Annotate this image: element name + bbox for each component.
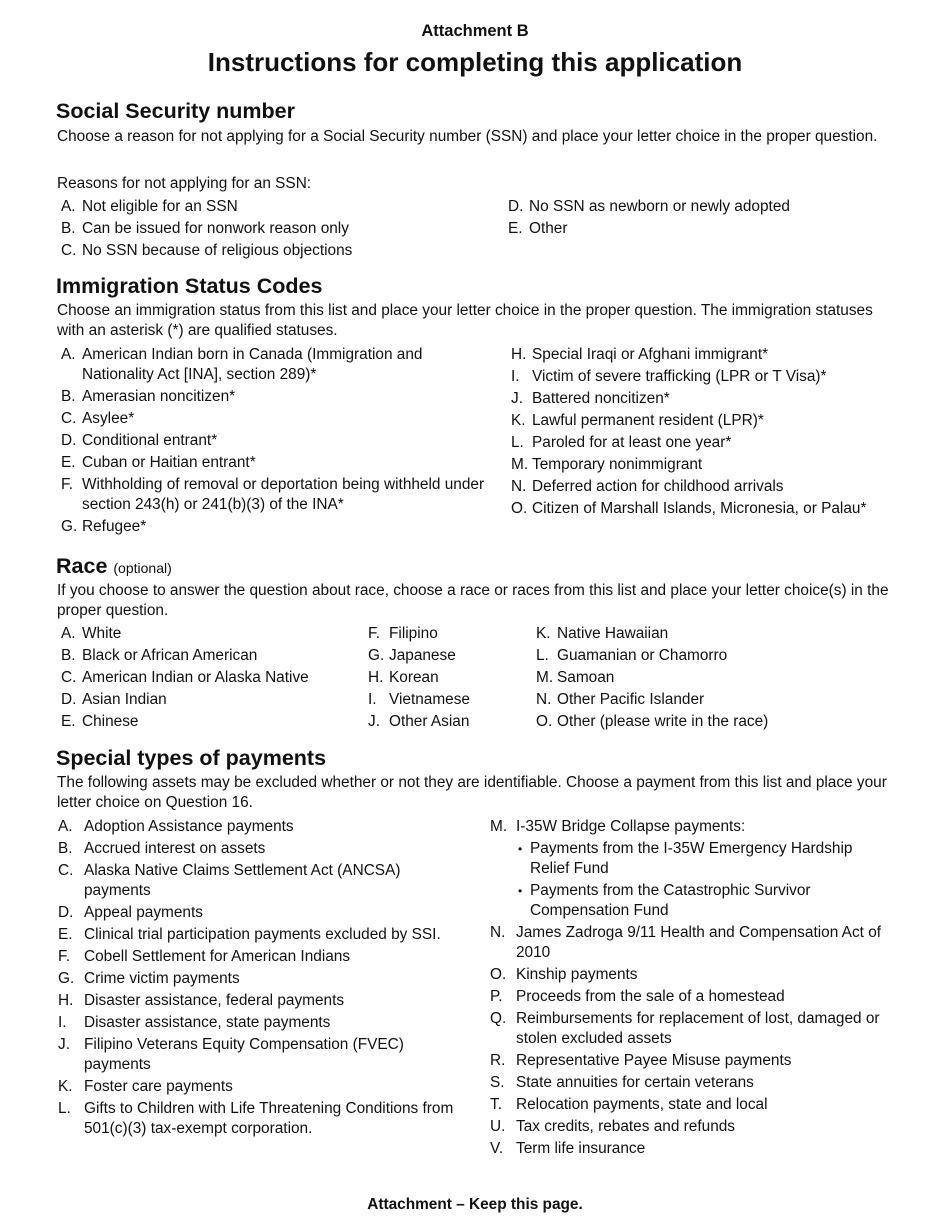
list-item [57, 712, 357, 732]
item-text: Other (please write in the race) [557, 713, 769, 730]
item-letter: C. [61, 242, 77, 259]
item-text: Term life insurance [516, 1140, 646, 1157]
list-item [507, 389, 867, 409]
item-text: Japanese [389, 647, 456, 664]
list-item [57, 409, 487, 429]
item-letter: U. [490, 1118, 506, 1135]
item-letter: L. [536, 647, 549, 664]
item-letter: F. [368, 625, 380, 642]
list-item [57, 646, 357, 666]
item-letter: O. [490, 966, 507, 983]
list-item [57, 219, 477, 239]
list-item [57, 1013, 467, 1033]
list-item [57, 817, 467, 837]
item-text: American Indian born in Canada (Immigration and Nationality Act [INA], section 289)* [82, 346, 423, 383]
item-text: No SSN because of religious objections [82, 242, 353, 259]
item-text: Cobell Settlement for American Indians [84, 948, 351, 965]
item-letter: L. [58, 1100, 71, 1117]
item-letter: A. [58, 818, 73, 835]
list-item [57, 991, 467, 1011]
item-text: Cuban or Haitian entrant* [82, 454, 256, 471]
item-text: State annuities for certain veterans [516, 1074, 754, 1091]
list-item [57, 387, 487, 407]
item-text: Victim of severe trafficking (LPR or T Visa)* [532, 368, 827, 385]
item-text: Guamanian or Chamorro [557, 647, 728, 664]
list-item [57, 1099, 467, 1139]
item-letter: D. [61, 432, 77, 449]
race-optional-note: (optional) [113, 560, 172, 576]
item-letter: A. [61, 198, 76, 215]
bullet-icon: • [518, 842, 523, 856]
item-letter: P. [490, 988, 503, 1005]
item-letter: N. [511, 478, 527, 495]
item-text: Reimbursements for replacement of lost, damaged or stolen excluded assets [516, 1010, 880, 1047]
item-letter: J. [511, 390, 523, 407]
list-item [507, 367, 867, 387]
list-item [507, 455, 867, 475]
list-item [532, 624, 832, 644]
list-item [57, 690, 357, 710]
item-letter: B. [58, 840, 73, 857]
list-item [57, 925, 467, 945]
item-text: Lawful permanent resident (LPR)* [532, 412, 764, 429]
list-item [57, 624, 357, 644]
item-letter: D. [508, 198, 524, 215]
item-text: White [82, 625, 122, 642]
list-item [489, 1095, 889, 1115]
item-letter: O. [536, 713, 553, 730]
ssn-intro: Choose a reason for not applying for a Social Security number (SSN) and place your letter choice in the proper question. [57, 128, 878, 145]
item-letter: I. [368, 691, 377, 708]
item-text: Kinship payments [516, 966, 638, 983]
item-text: Special Iraqi or Afghani immigrant* [532, 346, 769, 363]
bullet-item [516, 881, 889, 921]
item-text: Black or African American [82, 647, 258, 664]
item-letter: V. [490, 1140, 504, 1157]
list-item [507, 411, 867, 431]
item-text: Filipino [389, 625, 438, 642]
item-text: Amerasian noncitizen* [82, 388, 236, 405]
item-text: Native Hawaiian [557, 625, 669, 642]
list-item [364, 624, 524, 644]
item-letter: M. [511, 456, 529, 473]
bullet-icon: • [518, 884, 523, 898]
page-title: Instructions for completing this application [207, 47, 743, 77]
item-text: American Indian or Alaska Native [82, 669, 309, 686]
list-item [57, 475, 487, 515]
payments-heading: Special types of payments [56, 746, 327, 770]
list-item [364, 668, 524, 688]
list-item [57, 517, 487, 537]
bullet-text: Payments from the I-35W Emergency Hardship Relief Fund [530, 840, 853, 877]
immigration-intro: Choose an immigration status from this list and place your letter choice in the proper question. The immigration statuses with an asterisk (*) are qualified statuses. [57, 302, 873, 339]
item-text: Refugee* [82, 518, 147, 535]
item-letter: G. [61, 518, 78, 535]
item-text: Tax credits, rebates and refunds [516, 1118, 736, 1135]
item-text: Asian Indian [82, 691, 167, 708]
item-text: Chinese [82, 713, 139, 730]
item-letter: K. [536, 625, 551, 642]
m-item-bullets [516, 839, 889, 921]
item-letter: H. [58, 992, 74, 1009]
ssn-reasons-label: Reasons for not applying for an SSN: [57, 175, 312, 192]
item-text: Not eligible for an SSN [82, 198, 238, 215]
item-text: Other [529, 220, 568, 237]
item-text: Disaster assistance, state payments [84, 1014, 331, 1031]
item-text: Asylee* [82, 410, 135, 427]
item-letter: E. [58, 926, 73, 943]
item-letter: G. [368, 647, 385, 664]
list-item [489, 923, 889, 963]
list-item [507, 477, 867, 497]
list-item [57, 197, 477, 217]
item-text: Paroled for at least one year* [532, 434, 732, 451]
race-list-col1 [57, 624, 357, 734]
item-letter: D. [58, 904, 74, 921]
list-item [364, 712, 524, 732]
item-text: No SSN as newborn or newly adopted [529, 198, 790, 215]
item-text: Gifts to Children with Life Threatening Conditions from 501(c)(3) tax-exempt corporation. [84, 1100, 454, 1137]
list-item [532, 668, 832, 688]
item-text: Adoption Assistance payments [84, 818, 294, 835]
bullet-text: Payments from the Catastrophic Survivor Compensation Fund [530, 882, 811, 919]
list-item [57, 839, 467, 859]
list-item [489, 1073, 889, 1093]
item-text: Temporary nonimmigrant [532, 456, 703, 473]
item-letter: A. [61, 625, 76, 642]
list-item [57, 861, 467, 901]
item-text: Vietnamese [389, 691, 470, 708]
list-item [532, 646, 832, 666]
race-list-col2 [364, 624, 524, 734]
item-letter: B. [61, 388, 76, 405]
list-item [57, 947, 467, 967]
item-text: Withholding of removal or deportation being withheld under section 243(h) or 241(b)(3) of the INA* [82, 476, 485, 513]
list-item [532, 712, 832, 732]
item-text: Samoan [557, 669, 615, 686]
list-item [532, 690, 832, 710]
item-letter: I. [58, 1014, 67, 1031]
list-item [57, 1035, 467, 1075]
item-text: Other Pacific Islander [557, 691, 705, 708]
item-text: Conditional entrant* [82, 432, 218, 449]
item-text: Filipino Veterans Equity Compensation (FVEC) payments [84, 1036, 404, 1073]
item-letter: C. [61, 410, 77, 427]
item-letter: C. [61, 669, 77, 686]
attachment-label: Attachment B [421, 22, 529, 40]
item-letter: B. [61, 647, 76, 664]
item-text: Accrued interest on assets [84, 840, 266, 857]
item-letter: H. [368, 669, 384, 686]
item-text: Representative Payee Misuse payments [516, 1052, 792, 1069]
ssn-list-col1 [57, 197, 477, 263]
list-item [504, 197, 904, 217]
list-item [504, 219, 904, 239]
item-letter: L. [511, 434, 524, 451]
race-list-col3 [532, 624, 832, 734]
list-item [507, 345, 867, 365]
list-item [364, 646, 524, 666]
list-item [489, 817, 889, 921]
item-letter: N. [490, 924, 506, 941]
item-letter: E. [508, 220, 523, 237]
footer-note: Attachment – Keep this page. [367, 1196, 583, 1213]
item-letter: B. [61, 220, 76, 237]
ssn-list-col2 [504, 197, 904, 241]
list-item [489, 987, 889, 1007]
list-item [507, 433, 867, 453]
item-text: Deferred action for childhood arrivals [532, 478, 784, 495]
list-item [57, 345, 487, 385]
list-item [57, 453, 487, 473]
item-text: Can be issued for nonwork reason only [82, 220, 349, 237]
item-text: Disaster assistance, federal payments [84, 992, 345, 1009]
item-text: Foster care payments [84, 1078, 233, 1095]
item-letter: J. [368, 713, 380, 730]
list-item [57, 969, 467, 989]
item-letter: M. [490, 818, 508, 835]
item-letter: O. [511, 500, 528, 517]
race-heading [56, 553, 172, 581]
list-item [489, 1139, 889, 1159]
item-letter: T. [490, 1096, 502, 1113]
payments-list-col1 [57, 817, 467, 1141]
payments-list-col2-rest [489, 923, 889, 1161]
list-item [489, 1051, 889, 1071]
item-text: I-35W Bridge Collapse payments: [516, 818, 746, 835]
list-item [57, 431, 487, 451]
item-letter: S. [490, 1074, 505, 1091]
ssn-heading: Social Security number [56, 99, 295, 123]
item-letter: K. [58, 1078, 73, 1095]
item-text: Other Asian [389, 713, 470, 730]
immigration-heading: Immigration Status Codes [56, 274, 323, 298]
item-letter: F. [61, 476, 73, 493]
item-text: Relocation payments, state and local [516, 1096, 768, 1113]
item-text: Proceeds from the sale of a homestead [516, 988, 785, 1005]
item-letter: J. [58, 1036, 70, 1053]
item-text: Battered noncitizen* [532, 390, 670, 407]
list-item [489, 1009, 889, 1049]
item-letter: E. [61, 454, 76, 471]
item-letter: H. [511, 346, 527, 363]
item-letter: G. [58, 970, 75, 987]
item-letter: E. [61, 713, 76, 730]
item-text: Appeal payments [84, 904, 203, 921]
list-item [364, 690, 524, 710]
item-letter: Q. [490, 1010, 507, 1027]
list-item [489, 965, 889, 985]
list-item [57, 903, 467, 923]
item-text: Clinical trial participation payments excluded by SSI. [84, 926, 441, 943]
item-letter: R. [490, 1052, 506, 1069]
list-item [57, 1077, 467, 1097]
item-text: James Zadroga 9/11 Health and Compensation Act of 2010 [516, 924, 882, 961]
item-text: Korean [389, 669, 439, 686]
item-letter: K. [511, 412, 526, 429]
race-heading-text: Race [56, 554, 108, 578]
item-text: Citizen of Marshall Islands, Micronesia, or Palau* [532, 500, 867, 517]
race-intro: If you choose to answer the question about race, choose a race or races from this list and place your letter choice(s) in the proper question. [57, 582, 889, 619]
list-item [507, 499, 867, 519]
item-text: Crime victim payments [84, 970, 240, 987]
bullet-item [516, 839, 889, 879]
item-letter: N. [536, 691, 552, 708]
item-letter: F. [58, 948, 70, 965]
item-letter: C. [58, 862, 74, 879]
item-letter: A. [61, 346, 76, 363]
immigration-list-col2 [507, 345, 867, 521]
immigration-list-col1 [57, 345, 487, 539]
item-letter: D. [61, 691, 77, 708]
list-item [57, 668, 357, 688]
item-text: Alaska Native Claims Settlement Act (ANCSA) payments [84, 862, 401, 899]
item-letter: M. [536, 669, 554, 686]
list-item [489, 1117, 889, 1137]
item-letter: I. [511, 368, 520, 385]
payments-list-col2 [489, 817, 889, 923]
payments-intro: The following assets may be excluded whether or not they are identifiable. Choose a payment from this list and place your letter choice on Question 16. [57, 774, 887, 811]
list-item [57, 241, 477, 261]
